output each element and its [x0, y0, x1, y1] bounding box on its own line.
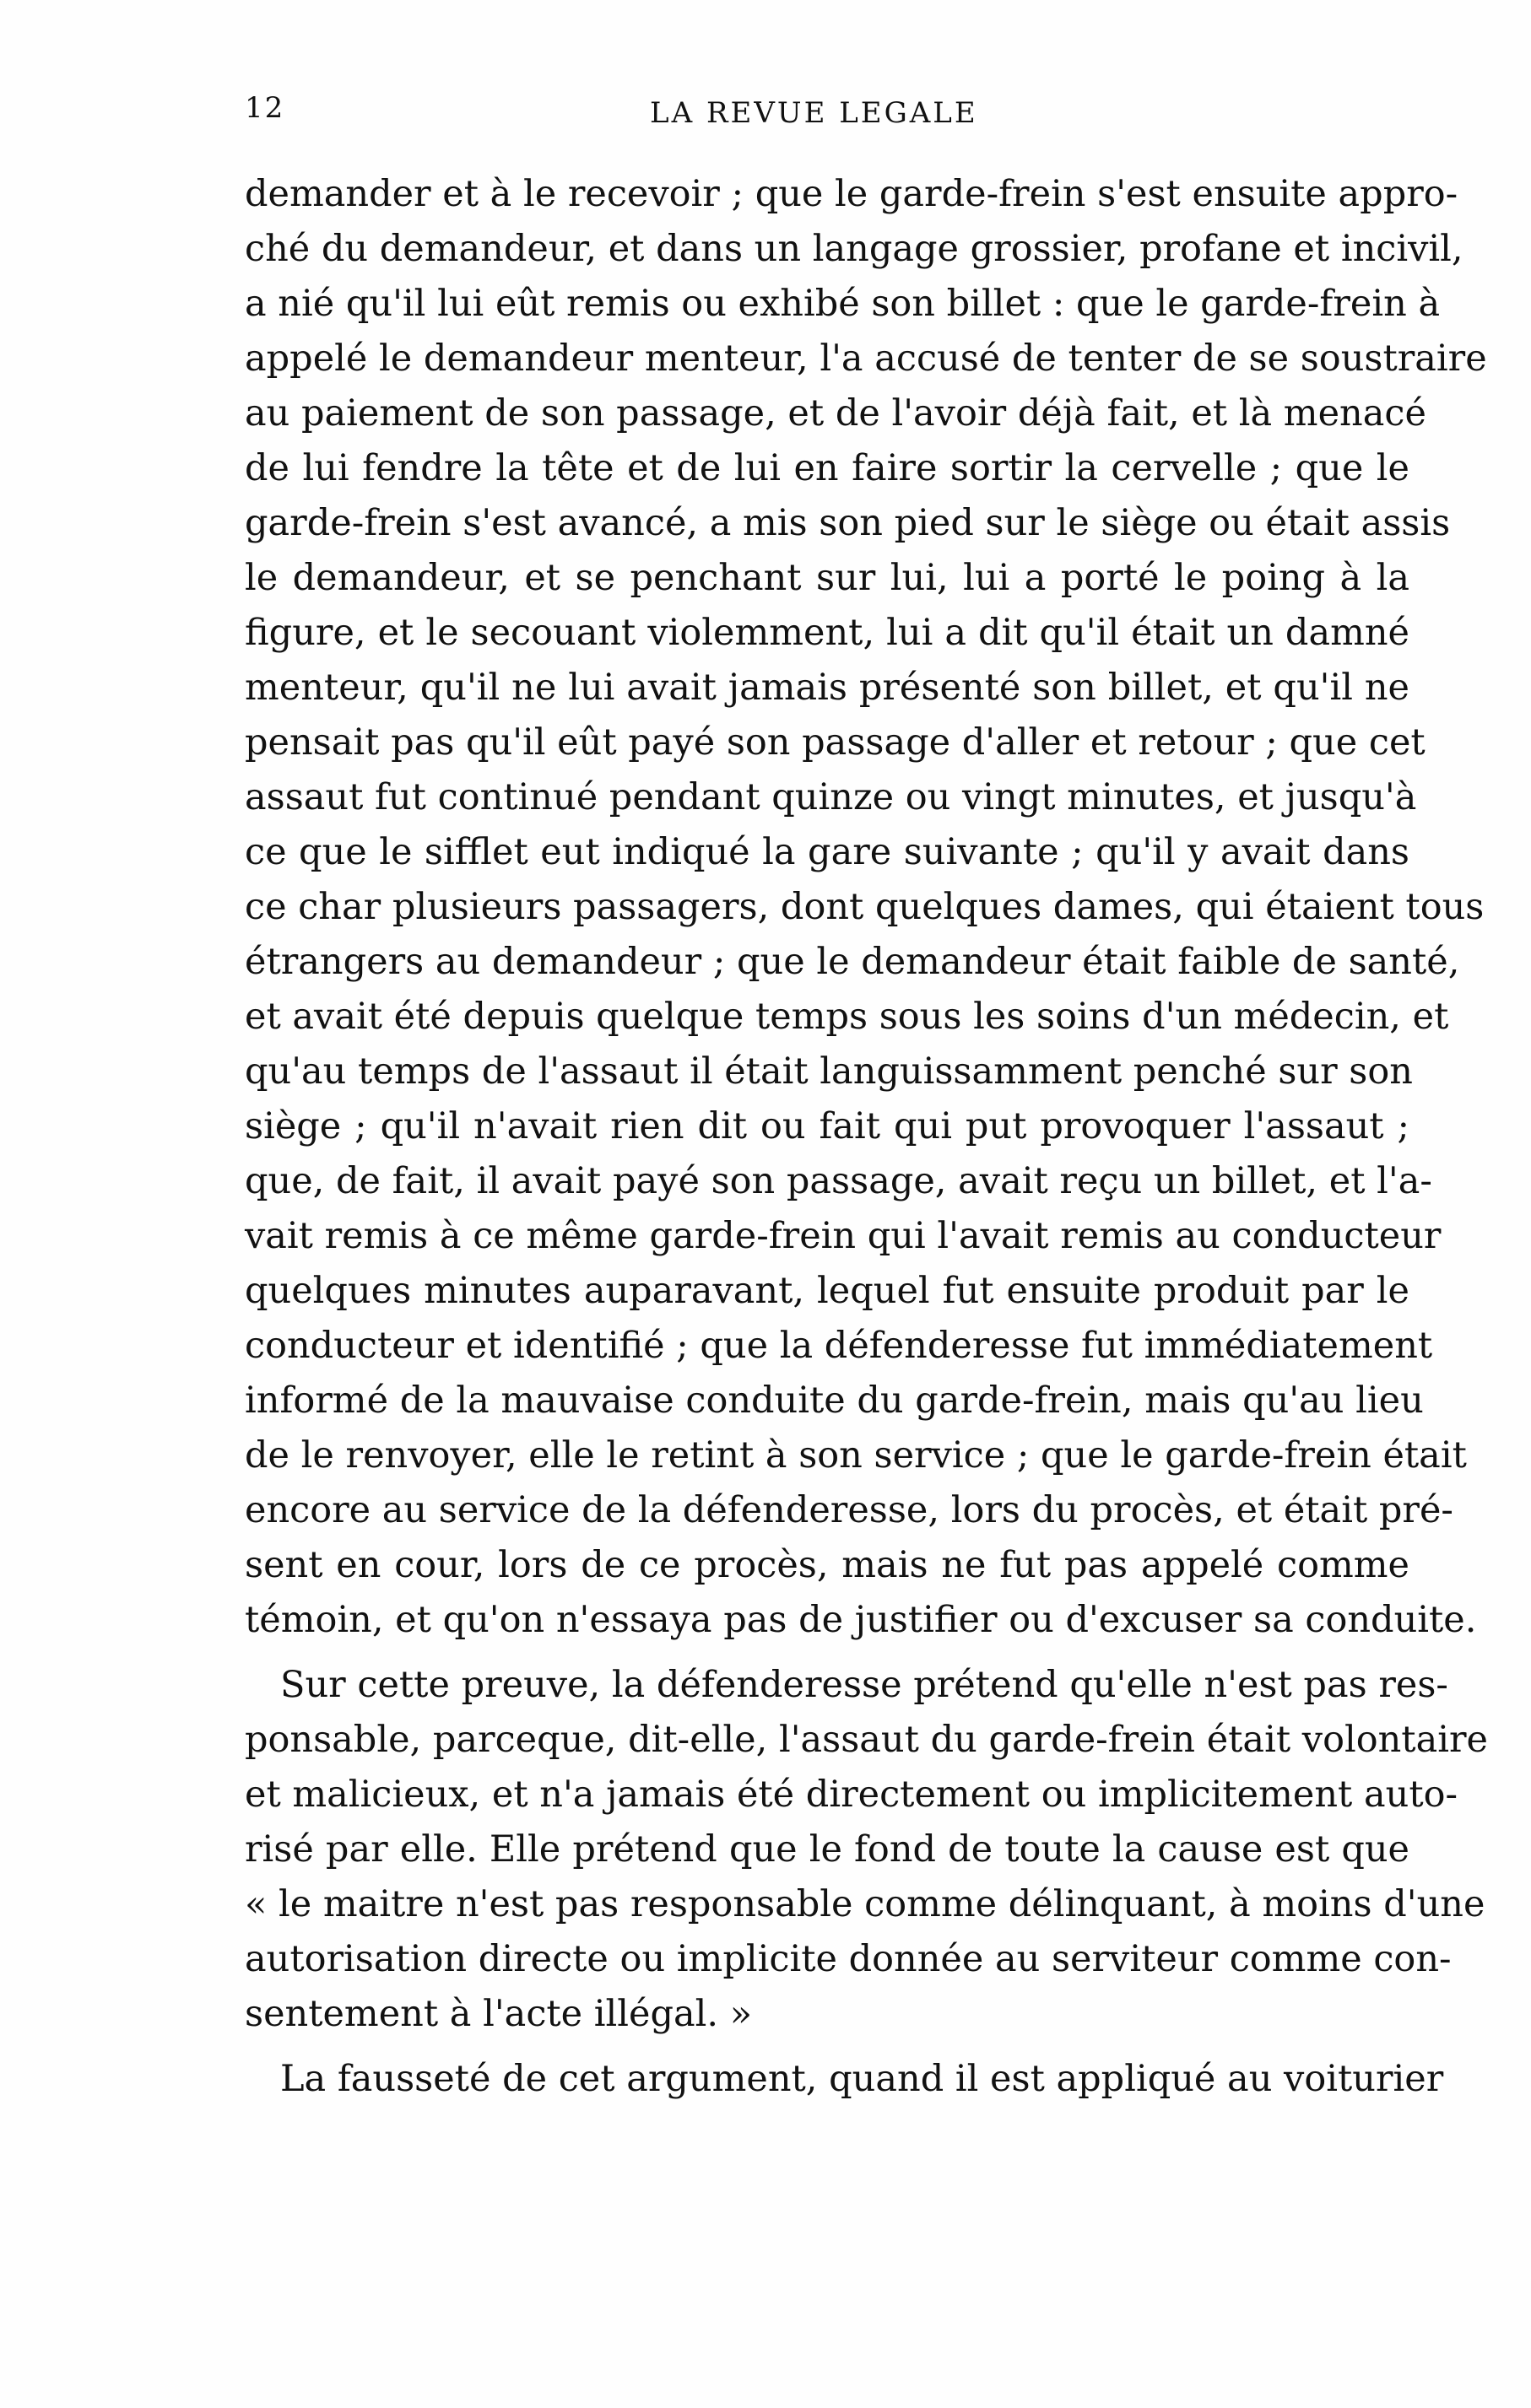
text-line: siège ; qu'il n'avait rien dit ou fait qui put provoquer l'assaut ;	[245, 1105, 1409, 1147]
text-line: « le maitre n'est pas responsable comme délinquant, à moins d'une	[245, 1883, 1485, 1925]
paragraph-gap	[245, 2042, 1409, 2052]
text-line: le demandeur, et se penchant sur lui, lui a porté le poing à la	[245, 557, 1409, 599]
paragraph	[245, 2052, 1444, 2107]
text-line: garde-frein s'est avancé, a mis son pied sur le siège ou était assis	[245, 502, 1451, 544]
text-line: de lui fendre la tête et de lui en faire sortir la cervelle ; que le	[245, 447, 1409, 489]
text-line: risé par elle. Elle prétend que le fond de toute la cause est que	[245, 1828, 1409, 1871]
text-line: étrangers au demandeur ; que le demandeur était faible de santé,	[245, 941, 1460, 983]
text-line: sentement à l'acte illégal. »	[245, 1993, 753, 2035]
text-line: ce char plusieurs passagers, dont quelques dames, qui étaient tous	[245, 886, 1485, 928]
text-line: sent en cour, lors de ce procès, mais ne fut pas appelé comme	[245, 1544, 1409, 1586]
text-line: demander et à le recevoir ; que le garde-frein s'est ensuite appro-	[245, 173, 1458, 215]
journal-title: LA REVUE LEGALE	[650, 96, 978, 130]
text-line: encore au service de la défenderesse, lors du procès, et était pré-	[245, 1489, 1453, 1531]
text-line: vait remis à ce même garde-frein qui l'avait remis au conducteur	[245, 1215, 1442, 1257]
text-line: informé de la mauvaise conduite du garde-frein, mais qu'au lieu	[245, 1379, 1424, 1422]
text-line: conducteur et identifié ; que la défenderesse fut immédiatement	[245, 1325, 1433, 1367]
paragraph-gap	[245, 1648, 1409, 1658]
text-line: appelé le demandeur menteur, l'a accusé de tenter de se soustraire	[245, 337, 1487, 380]
text-line: que, de fait, il avait payé son passage, avait reçu un billet, et l'a-	[245, 1160, 1432, 1202]
text-line: Sur cette preuve, la défenderesse prétend qu'elle n'est pas res-	[280, 1664, 1448, 1706]
text-line: assaut fut continué pendant quinze ou vingt minutes, et jusqu'à	[245, 776, 1417, 818]
paragraph	[245, 1658, 1488, 2042]
text-line: qu'au temps de l'assaut il était languissamment penché sur son	[245, 1050, 1413, 1093]
text-line: La fausseté de cet argument, quand il est appliqué au voiturier	[280, 2058, 1444, 2100]
text-line: ce que le sifflet eut indiqué la gare suivante ; qu'il y avait dans	[245, 831, 1409, 873]
text-line: figure, et le secouant violemment, lui a dit qu'il était un damné	[245, 612, 1409, 654]
text-line: autorisation directe ou implicite donnée au serviteur comme con-	[245, 1938, 1452, 1980]
text-line: menteur, qu'il ne lui avait jamais présenté son billet, et qu'il ne	[245, 667, 1409, 709]
paragraph	[245, 167, 1487, 1648]
running-header	[245, 91, 1409, 142]
text-line: au paiement de son passage, et de l'avoir déjà fait, et là menacé	[245, 392, 1426, 435]
text-line: pensait pas qu'il eût payé son passage d'aller et retour ; que cet	[245, 721, 1426, 764]
text-line: de le renvoyer, elle le retint à son service ; que le garde-frein était	[245, 1434, 1467, 1477]
text-line: quelques minutes auparavant, lequel fut ensuite produit par le	[245, 1270, 1409, 1312]
text-line: ponsable, parceque, dit-elle, l'assaut du garde-frein était volontaire	[245, 1719, 1488, 1761]
text-line: témoin, et qu'on n'essaya pas de justifier ou d'excuser sa conduite.	[245, 1599, 1477, 1641]
body-text	[245, 167, 1488, 2107]
text-line: et avait été depuis quelque temps sous les soins d'un médecin, et	[245, 996, 1449, 1038]
text-line: a nié qu'il lui eût remis ou exhibé son billet : que le garde-frein à	[245, 283, 1441, 325]
page-number: 12	[245, 91, 285, 125]
text-line: et malicieux, et n'a jamais été directement ou implicitement auto-	[245, 1774, 1458, 1816]
text-line: ché du demandeur, et dans un langage grossier, profane et incivil,	[245, 228, 1463, 270]
